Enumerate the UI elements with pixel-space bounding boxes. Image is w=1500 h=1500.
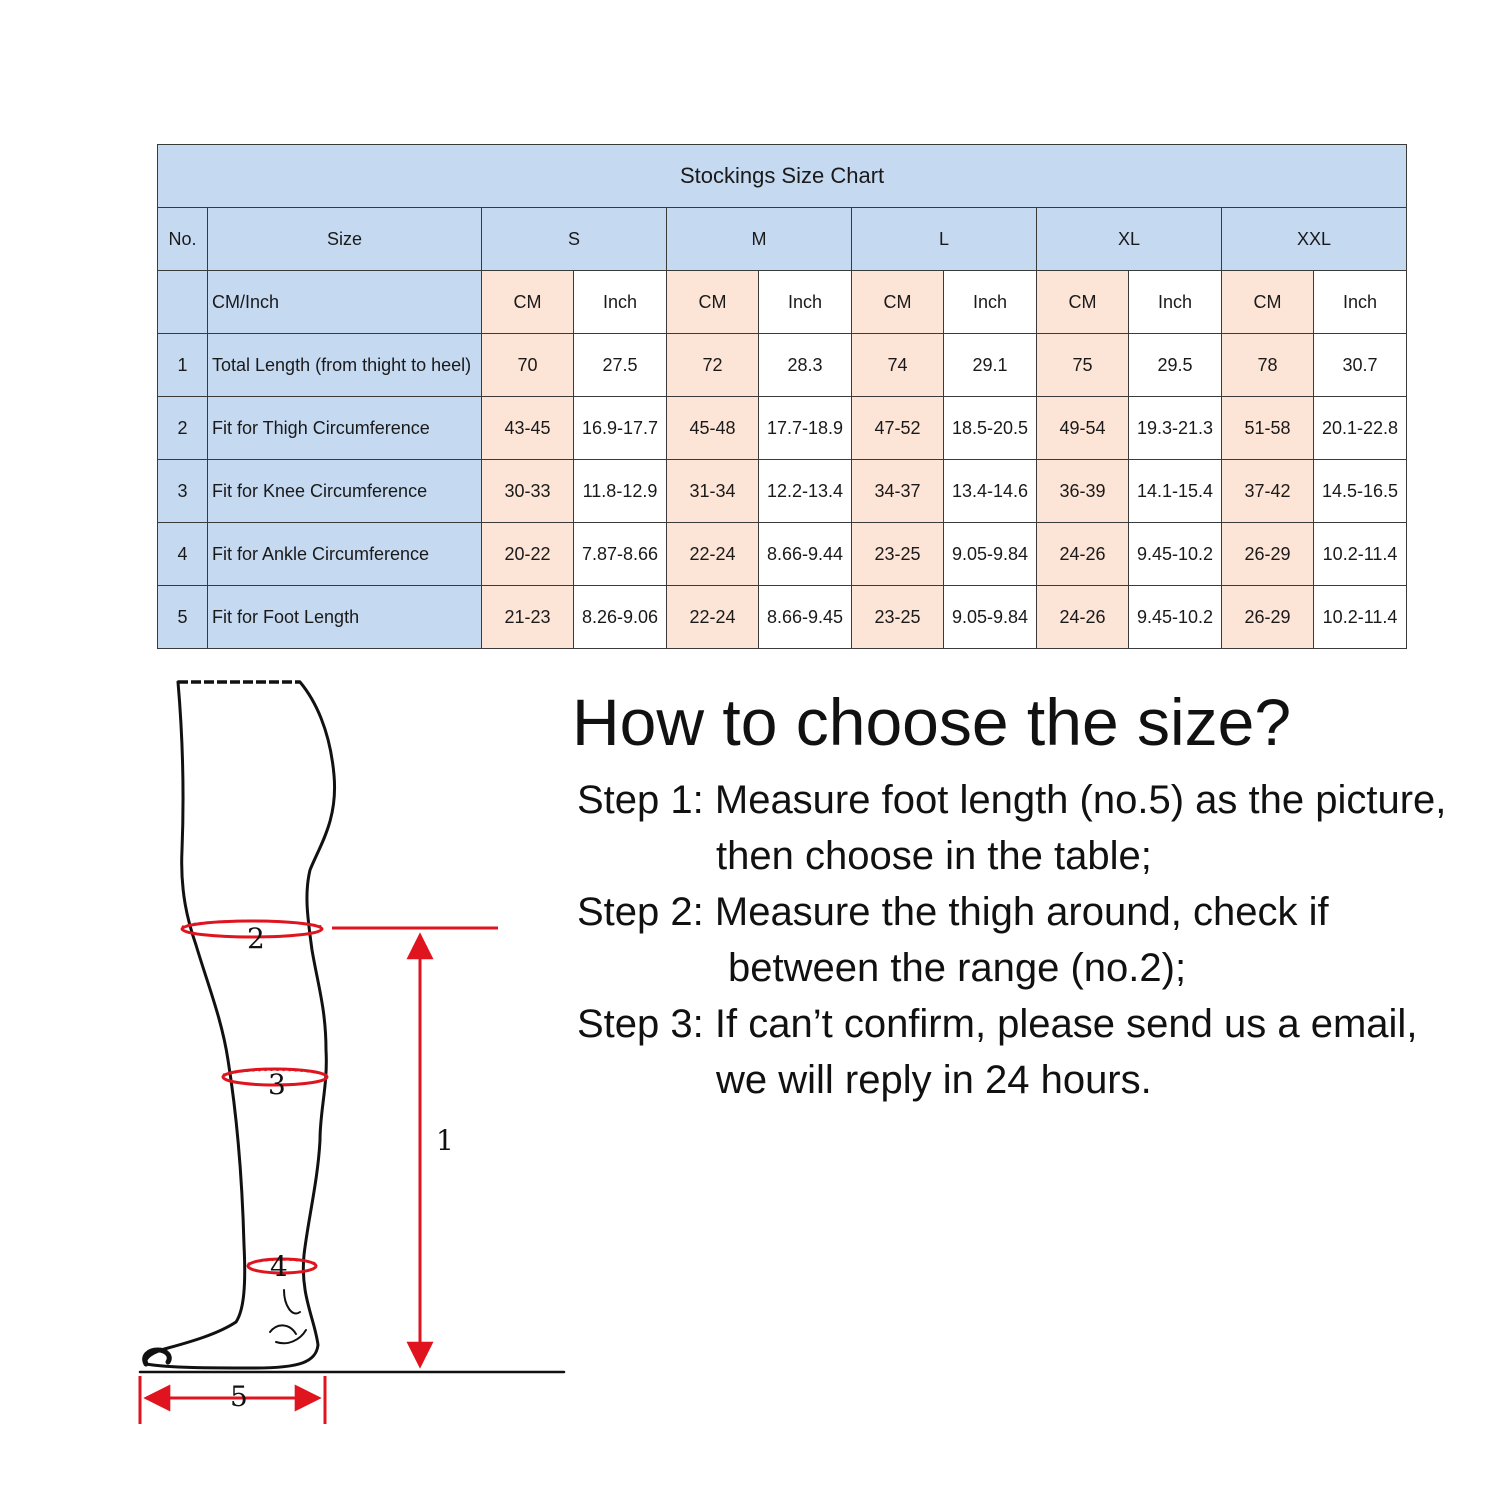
row-number: 2	[158, 397, 208, 460]
cell-s-cm: 21-23	[482, 586, 574, 649]
step-2-line-1: Step 2: Measure the thigh around, check if	[577, 890, 1329, 934]
row-label: Total Length (from thight to heel)	[208, 334, 482, 397]
size-chart-table	[157, 144, 1407, 649]
cell-l-cm: 23-25	[852, 586, 944, 649]
table-row-thigh	[158, 397, 1407, 460]
unit-inch: Inch	[1314, 271, 1407, 334]
cell-m-cm: 72	[667, 334, 759, 397]
row-label: Fit for Knee Circumference	[208, 460, 482, 523]
cell-m-inch: 17.7-18.9	[759, 397, 852, 460]
cell-m-inch: 8.66-9.45	[759, 586, 852, 649]
cell-xl-cm: 36-39	[1037, 460, 1129, 523]
cell-xxl-cm: 51-58	[1222, 397, 1314, 460]
cell-xxl-inch: 10.2-11.4	[1314, 523, 1407, 586]
step-3-line-1: Step 3: If can’t confirm, please send us a email,	[577, 1002, 1418, 1046]
row-number: 3	[158, 460, 208, 523]
unit-row-label: CM/Inch	[208, 271, 482, 334]
leg-outline-back	[146, 682, 335, 1368]
table-title: Stockings Size Chart	[158, 145, 1407, 208]
unit-row	[158, 271, 1407, 334]
row-number: 5	[158, 586, 208, 649]
cell-s-cm: 20-22	[482, 523, 574, 586]
cell-xxl-inch: 14.5-16.5	[1314, 460, 1407, 523]
cell-s-inch: 16.9-17.7	[574, 397, 667, 460]
header-size-l: L	[852, 208, 1037, 271]
unit-cm: CM	[482, 271, 574, 334]
cell-xl-cm: 49-54	[1037, 397, 1129, 460]
leg-outline-front	[146, 682, 245, 1364]
cell-l-cm: 74	[852, 334, 944, 397]
guide-title: How to choose the size?	[572, 685, 1292, 759]
thigh-label: 2	[247, 922, 265, 955]
header-size-xl: XL	[1037, 208, 1222, 271]
cell-s-inch: 11.8-12.9	[574, 460, 667, 523]
cell-l-cm: 23-25	[852, 523, 944, 586]
cell-xxl-inch: 20.1-22.8	[1314, 397, 1407, 460]
cell-xl-inch: 29.5	[1129, 334, 1222, 397]
cell-xxl-cm: 78	[1222, 334, 1314, 397]
unit-inch: Inch	[944, 271, 1037, 334]
header-row	[158, 208, 1407, 271]
cell-m-cm: 22-24	[667, 523, 759, 586]
cell-xl-inch: 14.1-15.4	[1129, 460, 1222, 523]
cell-l-inch: 13.4-14.6	[944, 460, 1037, 523]
header-no: No.	[158, 208, 208, 271]
cell-xl-inch: 9.45-10.2	[1129, 586, 1222, 649]
unit-inch: Inch	[1129, 271, 1222, 334]
title-row	[158, 145, 1407, 208]
cell-m-inch: 12.2-13.4	[759, 460, 852, 523]
cell-l-inch: 9.05-9.84	[944, 523, 1037, 586]
cell-s-inch: 7.87-8.66	[574, 523, 667, 586]
cell-s-inch: 8.26-9.06	[574, 586, 667, 649]
row-label: Fit for Ankle Circumference	[208, 523, 482, 586]
cell-s-cm: 70	[482, 334, 574, 397]
cell-m-cm: 31-34	[667, 460, 759, 523]
unit-cm: CM	[852, 271, 944, 334]
unit-inch: Inch	[759, 271, 852, 334]
cell-m-inch: 8.66-9.44	[759, 523, 852, 586]
cell-xxl-cm: 26-29	[1222, 523, 1314, 586]
unit-cm: CM	[667, 271, 759, 334]
cell-l-inch: 18.5-20.5	[944, 397, 1037, 460]
cell-l-cm: 34-37	[852, 460, 944, 523]
cell-l-cm: 47-52	[852, 397, 944, 460]
header-size-xxl: XXL	[1222, 208, 1407, 271]
step-2-line-2: between the range (no.2);	[728, 946, 1187, 990]
cell-xl-cm: 24-26	[1037, 523, 1129, 586]
cell-xl-inch: 9.45-10.2	[1129, 523, 1222, 586]
cell-l-inch: 29.1	[944, 334, 1037, 397]
table-row-ankle	[158, 523, 1407, 586]
foot-length-label: 5	[230, 1380, 248, 1413]
ankle-detail	[270, 1290, 306, 1343]
cell-m-cm: 45-48	[667, 397, 759, 460]
cell-xxl-cm: 26-29	[1222, 586, 1314, 649]
cell-s-cm: 30-33	[482, 460, 574, 523]
cell-xxl-inch: 30.7	[1314, 334, 1407, 397]
leg-measurement-figure	[120, 660, 570, 1440]
cell-s-inch: 27.5	[574, 334, 667, 397]
cell-l-inch: 9.05-9.84	[944, 586, 1037, 649]
row-label: Fit for Foot Length	[208, 586, 482, 649]
header-size: Size	[208, 208, 482, 271]
unit-row-no	[158, 271, 208, 334]
cell-m-inch: 28.3	[759, 334, 852, 397]
unit-cm: CM	[1222, 271, 1314, 334]
table-row-total-length	[158, 334, 1407, 397]
cell-xl-inch: 19.3-21.3	[1129, 397, 1222, 460]
unit-cm: CM	[1037, 271, 1129, 334]
cell-m-cm: 22-24	[667, 586, 759, 649]
step-1-line-1: Step 1: Measure foot length (no.5) as the picture,	[577, 778, 1447, 822]
header-size-m: M	[667, 208, 852, 271]
table-row-foot	[158, 586, 1407, 649]
cell-xl-cm: 75	[1037, 334, 1129, 397]
cell-s-cm: 43-45	[482, 397, 574, 460]
cell-xl-cm: 24-26	[1037, 586, 1129, 649]
row-number: 1	[158, 334, 208, 397]
knee-label: 3	[268, 1068, 286, 1101]
step-3-line-2: we will reply in 24 hours.	[716, 1058, 1152, 1102]
step-1-line-2: then choose in the table;	[716, 834, 1152, 878]
row-number: 4	[158, 523, 208, 586]
row-label: Fit for Thigh Circumference	[208, 397, 482, 460]
length-label: 1	[436, 1124, 454, 1157]
unit-inch: Inch	[574, 271, 667, 334]
ankle-label: 4	[270, 1250, 288, 1283]
cell-xxl-inch: 10.2-11.4	[1314, 586, 1407, 649]
table-row-knee	[158, 460, 1407, 523]
header-size-s: S	[482, 208, 667, 271]
cell-xxl-cm: 37-42	[1222, 460, 1314, 523]
